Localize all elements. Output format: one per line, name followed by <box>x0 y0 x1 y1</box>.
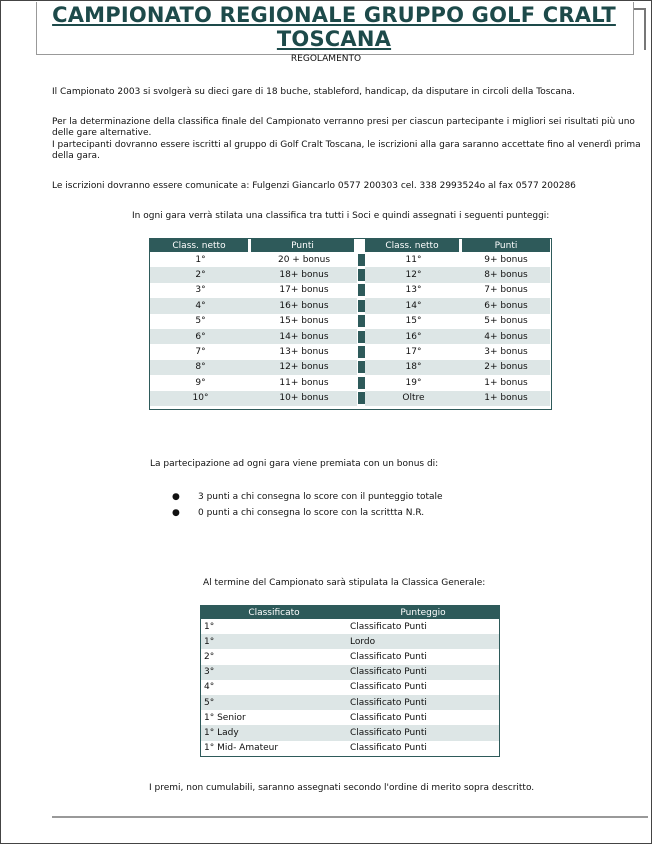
column-separator <box>357 267 365 282</box>
table-cell-punti: 8+ bonus <box>462 267 550 282</box>
column-separator <box>357 375 365 390</box>
classifica-generale-header <box>201 606 500 620</box>
corner-decoration <box>634 8 646 50</box>
table-row <box>150 298 550 313</box>
contatti-paragraph: Le iscrizioni dovranno essere comunicate a: Fulgenzi Giancarlo 0577 200303 cel. 338 2993524o al fax 0577 200286 <box>52 181 576 191</box>
table-cell-punteggio: Classificato Punti <box>350 651 427 662</box>
table-cell-class: 7° <box>195 347 206 358</box>
table-cell-punteggio: Classificato Punti <box>347 665 500 680</box>
table-cell-punti: 10+ bonus <box>251 391 357 406</box>
table-cell-punti: 17+ bonus <box>279 285 329 296</box>
table-cell-class: 13° <box>405 285 422 296</box>
table-cell-class: 6° <box>150 329 251 344</box>
table-cell-punti: 13+ bonus <box>279 347 329 358</box>
table-cell-punti: 15+ bonus <box>279 316 329 327</box>
table-row <box>201 680 500 695</box>
table-cell-punti: 2+ bonus <box>462 360 550 375</box>
bottom-divider <box>52 816 648 818</box>
column-separator <box>357 252 365 267</box>
table-cell-classificato: 4° <box>204 682 215 693</box>
column-separator <box>357 314 365 329</box>
table-cell-class: 1° <box>195 254 206 265</box>
table-cell-class: 10° <box>150 391 251 406</box>
table-cell-class: 2° <box>150 267 251 282</box>
table-cell-class: 12° <box>365 267 462 282</box>
table-cell-classificato: 1° <box>201 634 348 649</box>
table-row <box>201 710 500 725</box>
col-header-classificato: Classificato <box>201 606 348 620</box>
table-cell-class: 9° <box>195 377 206 388</box>
table-row <box>201 725 500 740</box>
table-row <box>201 741 500 757</box>
table-cell-punteggio: Classificato Punti <box>347 725 500 740</box>
table-row <box>150 344 550 359</box>
table-cell-punteggio: Classificato Punti <box>347 695 500 710</box>
table-row <box>201 649 500 664</box>
table-row <box>150 329 550 344</box>
page-subtitle: REGOLAMENTO <box>290 54 362 64</box>
table-row <box>201 665 500 680</box>
premi-note: I premi, non cumulabili, saranno assegnati secondo l'ordine di merito sopra descritto. <box>149 783 535 793</box>
points-table-header <box>150 239 550 252</box>
table-cell-punti: 11+ bonus <box>279 377 329 388</box>
table-cell-punteggio: Classificato Punti <box>350 743 427 754</box>
table-cell-punti: 9+ bonus <box>484 254 528 265</box>
table-cell-punti: 20 + bonus <box>277 254 331 265</box>
separator-block <box>358 346 365 358</box>
bonus-item <box>172 508 424 519</box>
table-cell-punti: 12+ bonus <box>251 360 357 375</box>
table-row <box>201 695 500 710</box>
punteggi-intro: In ogni gara verrà stilata una classifica tra tutti i Soci e quindi assegnati i seguenti punteggi: <box>132 211 550 221</box>
page-title: CAMPIONATO REGIONALE GRUPPO GOLF CRALT TOSCANA <box>52 3 616 51</box>
column-separator <box>357 329 365 344</box>
table-cell-class: 11° <box>405 254 422 265</box>
col-header-class-netto-2: Class. netto <box>365 239 462 252</box>
col-header-punti: Punti <box>251 239 357 252</box>
bullet-icon: ● <box>172 492 180 502</box>
col-header-punteggio: Punteggio <box>347 606 500 620</box>
column-separator <box>357 298 365 313</box>
table-cell-punti: 6+ bonus <box>462 298 550 313</box>
table-cell-punti: 4+ bonus <box>462 329 550 344</box>
table-row <box>201 634 500 649</box>
table-cell-classificato: 1° Lady <box>201 725 348 740</box>
table-cell-punti: 5+ bonus <box>484 316 528 327</box>
table-cell-class: 14° <box>365 298 462 313</box>
table-row <box>150 360 550 375</box>
bonus-intro: La partecipazione ad ogni gara viene premiata con un bonus di: <box>150 459 439 469</box>
classifica-generale-table <box>200 605 500 757</box>
table-cell-class: 17° <box>405 347 422 358</box>
table-cell-punti: 16+ bonus <box>251 298 357 313</box>
separator-block <box>358 254 365 266</box>
table-cell-classificato: 1° Mid- Amateur <box>204 743 279 754</box>
table-cell-class: 4° <box>150 298 251 313</box>
separator-block <box>358 300 365 312</box>
separator-block <box>358 284 365 296</box>
table-row <box>150 375 550 390</box>
table-row <box>201 619 500 634</box>
table-row <box>150 252 550 267</box>
col-header-class-netto: Class. netto <box>150 239 251 252</box>
table-cell-class: 18° <box>365 360 462 375</box>
table-row <box>150 314 550 329</box>
generale-intro: Al termine del Campionato sarà stipulata la Classica Generale: <box>203 578 486 588</box>
table-cell-punteggio: Classificato Punti <box>350 712 427 723</box>
table-cell-classificato: 2° <box>204 651 215 662</box>
column-separator <box>357 344 365 359</box>
table-cell-punteggio: Classificato Punti <box>350 621 427 632</box>
table-cell-classificato: 1° Senior <box>204 712 246 723</box>
table-cell-class: 19° <box>405 377 422 388</box>
column-separator <box>357 283 365 298</box>
table-row <box>150 391 550 406</box>
table-cell-classificato: 1° <box>204 621 215 632</box>
separator-block <box>358 315 365 327</box>
table-cell-class: 3° <box>195 285 206 296</box>
table-cell-punti: 14+ bonus <box>251 329 357 344</box>
separator-block <box>358 392 365 404</box>
bonus-item <box>172 492 443 503</box>
table-cell-classificato: 3° <box>201 665 348 680</box>
bullet-icon: ● <box>172 508 180 518</box>
classifica-paragraph: Per la determinazione della classifica finale del Campionato verranno presi per ciascun partecipante i migliori sei risultati più uno delle gare alternative. <box>52 117 635 138</box>
separator-block <box>358 361 365 373</box>
table-cell-punti: 1+ bonus <box>484 377 528 388</box>
column-separator <box>357 391 365 406</box>
column-separator <box>357 360 365 375</box>
table-cell-class: 15° <box>405 316 422 327</box>
bonus-item-text: 0 punti a chi consegna lo score con la scrittta N.R. <box>198 508 425 518</box>
col-header-punti-2: Punti <box>462 239 550 252</box>
table-cell-class: Oltre <box>365 391 462 406</box>
bonus-item-text: 3 punti a chi consegna lo score con il punteggio totale <box>198 492 443 502</box>
table-cell-punteggio: Classificato Punti <box>350 682 427 693</box>
table-cell-punti: 3+ bonus <box>484 347 528 358</box>
separator-block <box>358 269 365 281</box>
iscrizione-paragraph: I partecipanti dovranno essere iscritti al gruppo di Golf Cralt Toscana, le iscrizioni alla gara saranno accettate fino al venerdì prima della gara. <box>52 140 641 161</box>
table-cell-class: 8° <box>150 360 251 375</box>
table-row <box>150 267 550 282</box>
separator-block <box>358 377 365 389</box>
separator-block <box>358 331 365 343</box>
table-cell-class: 5° <box>195 316 206 327</box>
header-gap <box>357 239 365 252</box>
table-cell-class: 16° <box>365 329 462 344</box>
table-cell-classificato: 5° <box>201 695 348 710</box>
table-cell-punti: 7+ bonus <box>484 285 528 296</box>
table-cell-punti: 18+ bonus <box>251 267 357 282</box>
points-table <box>150 239 550 406</box>
table-row <box>150 283 550 298</box>
table-cell-punti: 1+ bonus <box>462 391 550 406</box>
intro-paragraph: Il Campionato 2003 si svolgerà su dieci gare di 18 buche, stableford, handicap, da disputare in circoli della Toscana. <box>52 87 575 97</box>
table-cell-punteggio: Lordo <box>347 634 500 649</box>
